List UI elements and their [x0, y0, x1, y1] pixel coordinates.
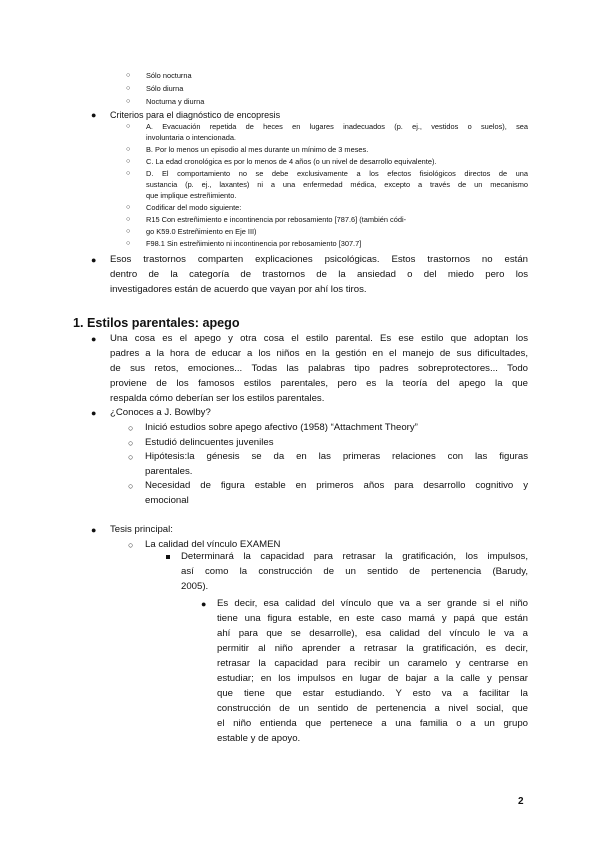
criteria-c: C. La edad cronológica es por lo menos de 4 años (o un nivel de desarrollo equivalente). [146, 157, 437, 166]
anxiety-note-line: Esos trastornos comparten explicaciones psicológicas. Estos trastornos no están [110, 254, 528, 265]
hollow-bullet-icon: ○ [126, 146, 131, 153]
explanation-line: Es decir, esa calidad del vínculo que va a ser grande si el niño [217, 598, 528, 609]
hollow-bullet-icon: ○ [126, 240, 131, 247]
bullet-icon: ● [91, 255, 97, 265]
explanation-line: construcción de un sentido de pertenencia a nivel social, que [217, 703, 528, 714]
explanation-line: retrasar la capacidad para recibir un caramelo y centrarse en [217, 658, 528, 669]
hollow-bullet-icon: ○ [126, 204, 131, 211]
hollow-bullet-icon: ○ [128, 438, 134, 448]
criteria-coding: Codificar del modo siguiente: [146, 203, 242, 212]
bullet-icon: ● [91, 334, 97, 344]
explanation-line: permitir al niño aprender a retrasar la gratificación, es decir, [217, 643, 528, 654]
criteria-r15-line: go K59.0 Estreñimiento en Eje III) [146, 227, 257, 236]
hollow-bullet-icon: ○ [128, 452, 134, 462]
thesis-detail-line: Determinará la capacidad para retrasar la gratificación, los impulsos, [181, 551, 528, 562]
criteria-d-line: D. El comportamiento no se debe exclusivamente a los efectos fisiológicos directos de una [146, 169, 528, 178]
hollow-bullet-icon: ○ [126, 228, 131, 235]
hollow-bullet-icon: ○ [126, 170, 131, 177]
anxiety-note-line: investigadores están de acuerdo que vayan por ahí los tiros. [110, 284, 367, 295]
thesis-point: La calidad del vínculo EXAMEN [145, 539, 281, 550]
section-heading: 1. Estilos parentales: apego [73, 316, 240, 330]
criteria-a-line: involuntaria o intencionada. [146, 133, 236, 142]
criteria-a-line: A. Evacuación repetida de heces en lugares inadecuados (p. ej., vestidos o suelos), sea [146, 122, 528, 131]
bowlby-point: Hipótesis:la génesis se da en las primeras relaciones con las figuras [145, 451, 528, 462]
thesis-detail-line: así como la construcción de un sentido de pertenencia (Barudy, [181, 566, 528, 577]
intro-line: proviene de los famosos estilos parentales, pero es la teoría del apego la que [110, 378, 528, 389]
intro-line: padres a la hora de educar a los niños en la gestión en el manejo de sus dificultades, [110, 348, 528, 359]
bowlby-point: emocional [145, 495, 189, 506]
bullet-icon: ● [91, 408, 97, 418]
bowlby-point: Estudió delincuentes juveniles [145, 437, 274, 448]
explanation-line: estable y de apoyo. [217, 733, 301, 744]
bowlby-point: Inició estudios sobre apego afectivo (1958) “Attachment Theory” [145, 422, 418, 433]
hollow-bullet-icon: ○ [126, 158, 131, 165]
explanation-line: el niño entienda que pertenece a una familia o a un grupo [217, 718, 528, 729]
hollow-bullet-icon: ○ [126, 216, 131, 223]
intro-line: de sus retos, emociones... Todas las palabras tipo padres sobreprotectores... Todo [110, 363, 528, 374]
hollow-bullet-icon: ○ [126, 72, 131, 79]
square-bullet-icon [166, 555, 170, 559]
explanation-line: tiene una figura estable, en este caso mamá y papá que están [217, 613, 528, 624]
hollow-bullet-icon: ○ [126, 85, 131, 92]
criteria-d-line: sustancia (p. ej., laxantes) ni a una enfermedad médica, excepto a través de un mecanismo [146, 180, 528, 189]
hollow-bullet-icon: ○ [128, 423, 134, 433]
frequency-option: Sólo diurna [146, 84, 184, 93]
frequency-option: Sólo nocturna [146, 71, 192, 80]
bowlby-point: Necesidad de figura estable en primeros años para desarrollo cognitivo y [145, 480, 528, 491]
criteria-d-line: que implique estreñimiento. [146, 191, 237, 200]
bullet-icon: ● [91, 525, 97, 535]
anxiety-note-line: dentro de la categoría de trastornos de la ansiedad o del miedo pero los [110, 269, 528, 280]
hollow-bullet-icon: ○ [128, 481, 134, 491]
hollow-bullet-icon: ○ [128, 540, 134, 550]
intro-line: Una cosa es el apego y otra cosa el estilo parental. Es ese estilo que adoptan los [110, 333, 528, 344]
criteria-f98: F98.1 Sin estreñimiento ni incontinencia por rebosamiento [307.7] [146, 239, 362, 248]
explanation-line: que tiene que estar estudiando. Y esto va a facilitar la [217, 688, 528, 699]
frequency-option: Nocturna y diurna [146, 97, 205, 106]
criteria-r15-line: R15 Con estreñimiento e incontinencia por rebosamiento [787.6] (también códi- [146, 215, 407, 224]
hollow-bullet-icon: ○ [126, 123, 131, 130]
page-number: 2 [518, 796, 524, 807]
criteria-heading: Criterios para el diagnóstico de encopresis [110, 110, 281, 120]
bullet-icon: ● [91, 110, 97, 120]
thesis-label: Tesis principal: [110, 524, 173, 535]
criteria-b: B. Por lo menos un episodio al mes durante un mínimo de 3 meses. [146, 145, 369, 154]
bowlby-question: ¿Conoces a J. Bowlby? [110, 407, 211, 418]
intro-line: respalda cómo deberían ser los estilos parentales. [110, 393, 325, 404]
explanation-line: ahí para que se desarrolle), esa calidad del vínculo le va a [217, 628, 528, 639]
bullet-icon: ● [201, 599, 207, 609]
explanation-line: estudiar; en los impulsos en lugar de bajar a la calle y pensar [217, 673, 528, 684]
hollow-bullet-icon: ○ [126, 98, 131, 105]
bowlby-point: parentales. [145, 466, 193, 477]
thesis-detail-line: 2005). [181, 581, 209, 592]
